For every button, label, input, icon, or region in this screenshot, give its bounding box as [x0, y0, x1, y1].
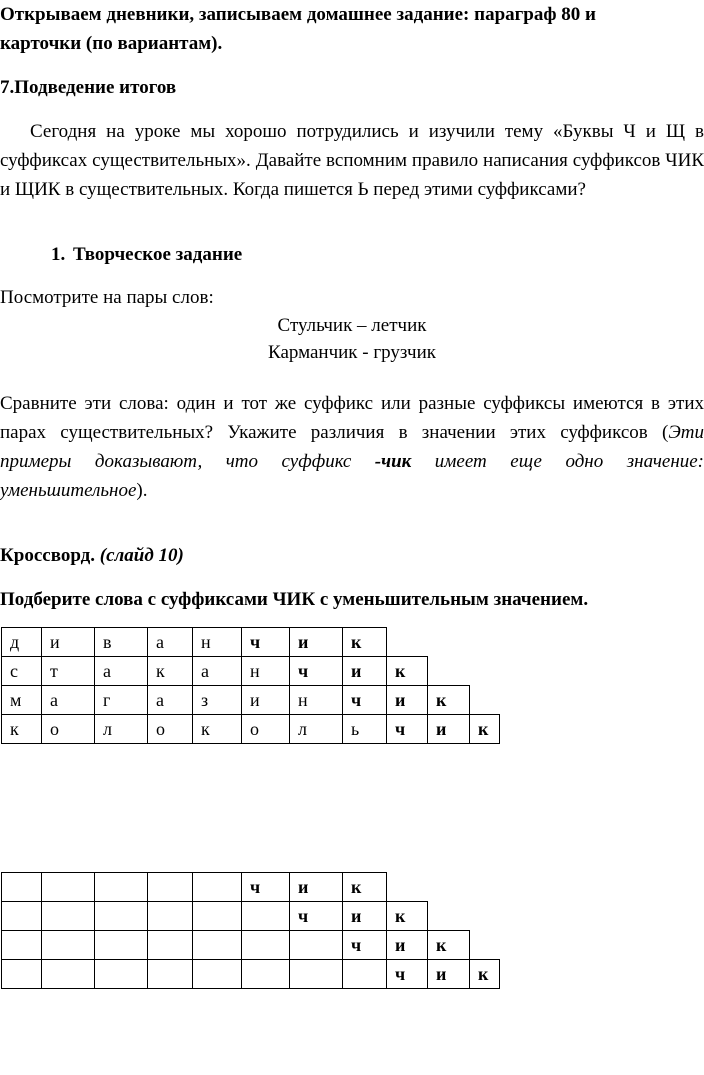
crossword-cell: з: [193, 686, 242, 715]
crossword-cell: в: [95, 628, 148, 657]
crossword-cell: [290, 960, 343, 989]
crossword-cell: и: [387, 931, 428, 960]
crossword-cell: ч: [290, 902, 343, 931]
crossword-cell: о: [42, 715, 95, 744]
crossword-row: [2, 902, 500, 931]
crossword-cell: ч: [343, 686, 387, 715]
crossword-cell: [95, 902, 148, 931]
suffix-chik: -чик: [374, 451, 412, 472]
crossword-filled: [1, 627, 500, 744]
crossword-cell: [242, 931, 290, 960]
crossword-empty-space: [387, 628, 428, 657]
crossword-cell: а: [95, 657, 148, 686]
crossword-cell: [193, 960, 242, 989]
homework-line-2: карточки (по вариантам).: [0, 33, 223, 54]
creative-task-title: Творческое задание: [73, 244, 243, 265]
crossword-cell: к: [387, 902, 428, 931]
crossword-cell: и: [343, 902, 387, 931]
crossword-row: [2, 686, 500, 715]
crossword-cell: [2, 873, 42, 902]
crossword-blank: [1, 872, 500, 989]
crossword-cell: ч: [242, 873, 290, 902]
crossword-empty-space: [470, 902, 500, 931]
crossword-row: [2, 657, 500, 686]
crossword-cell: н: [290, 686, 343, 715]
crossword-cell: к: [470, 715, 500, 744]
crossword-task: Подберите слова с суффиксами ЧИК с уменьшительным значением.: [0, 589, 589, 610]
crossword-cell: и: [428, 715, 470, 744]
crossword-cell: м: [2, 686, 42, 715]
crossword-cell: к: [428, 686, 470, 715]
crossword-cell: т: [42, 657, 95, 686]
crossword-label: Кроссворд.: [0, 545, 96, 566]
crossword-cell: г: [95, 686, 148, 715]
crossword-empty-space: [470, 686, 500, 715]
word-pair-1: Стульчик – летчик: [277, 315, 427, 336]
crossword-cell: [193, 902, 242, 931]
crossword-cell: к: [148, 657, 193, 686]
crossword-cell: и: [290, 873, 343, 902]
crossword-cell: ь: [343, 715, 387, 744]
crossword-cell: [95, 931, 148, 960]
crossword-row: [2, 931, 500, 960]
compare-italic-before: Эти примеры доказывают, что суффикс: [0, 422, 704, 472]
creative-task-number: 1.: [51, 244, 66, 265]
word-pair-2: Карманчик - грузчик: [268, 342, 436, 363]
crossword-cell: и: [290, 628, 343, 657]
crossword-cell: и: [387, 686, 428, 715]
crossword-empty-space: [428, 628, 470, 657]
crossword-cell: а: [148, 686, 193, 715]
compare-paragraph: [0, 389, 704, 505]
creative-task-heading: [0, 240, 704, 269]
crossword-cell: [290, 931, 343, 960]
compare-italic-after: имеет еще одно значение: уменьшительное: [0, 451, 704, 501]
crossword-cell: и: [343, 657, 387, 686]
crossword-cell: [42, 931, 95, 960]
crossword-cell: л: [95, 715, 148, 744]
crossword-cell: к: [428, 931, 470, 960]
crossword-cell: ч: [387, 715, 428, 744]
crossword-cell: о: [242, 715, 290, 744]
crossword-cell: ч: [242, 628, 290, 657]
slide-reference: (слайд 10): [99, 545, 184, 566]
crossword-cell: к: [193, 715, 242, 744]
crossword-empty-space: [428, 873, 470, 902]
crossword-cell: к: [470, 960, 500, 989]
crossword-heading: [0, 541, 704, 570]
crossword-cell: а: [42, 686, 95, 715]
crossword-cell: н: [242, 657, 290, 686]
crossword-cell: д: [2, 628, 42, 657]
crossword-cell: [2, 960, 42, 989]
crossword-cell: [343, 960, 387, 989]
crossword-cell: ч: [343, 931, 387, 960]
crossword-cell: а: [148, 628, 193, 657]
crossword-cell: [2, 931, 42, 960]
crossword-empty-space: [470, 657, 500, 686]
crossword-cell: [95, 960, 148, 989]
crossword-cell: и: [42, 628, 95, 657]
summary-paragraph: Сегодня на уроке мы хорошо потрудились и изучили тему «Буквы Ч и Щ в суффиксах существительных». Давайте вспомним правило написания суффиксов ЧИК и ЩИК в существительных. Когда пишется Ь перед этими суффиксами?: [0, 121, 704, 200]
crossword-cell: к: [387, 657, 428, 686]
crossword-row: [2, 960, 500, 989]
crossword-empty-space: [428, 902, 470, 931]
crossword-cell: [42, 873, 95, 902]
crossword-cell: [42, 902, 95, 931]
crossword-empty-space: [470, 873, 500, 902]
compare-question: Сравните эти слова: один и тот же суффикс или разные суффиксы имеются в этих парах существительных? Укажите различия в значении этих суффиксов (: [0, 393, 704, 443]
crossword-cell: [2, 902, 42, 931]
look-prompt: Посмотрите на пары слов:: [0, 287, 214, 308]
crossword-cell: к: [2, 715, 42, 744]
crossword-cell: к: [343, 628, 387, 657]
crossword-cell: ч: [290, 657, 343, 686]
crossword-empty-space: [428, 657, 470, 686]
crossword-row: [2, 715, 500, 744]
crossword-cell: л: [290, 715, 343, 744]
crossword-row: [2, 873, 500, 902]
compare-closing: ).: [136, 480, 148, 501]
crossword-cell: [148, 960, 193, 989]
crossword-row: [2, 628, 500, 657]
crossword-empty-space: [470, 931, 500, 960]
crossword-cell: с: [2, 657, 42, 686]
section-7-title: 7.Подведение итогов: [0, 77, 177, 98]
crossword-cell: [193, 873, 242, 902]
crossword-cell: о: [148, 715, 193, 744]
crossword-cell: и: [242, 686, 290, 715]
crossword-cell: [148, 873, 193, 902]
crossword-cell: а: [193, 657, 242, 686]
crossword-cell: [148, 931, 193, 960]
crossword-cell: и: [428, 960, 470, 989]
crossword-cell: к: [343, 873, 387, 902]
crossword-cell: [42, 960, 95, 989]
crossword-cell: [242, 960, 290, 989]
crossword-cell: [95, 873, 148, 902]
crossword-cell: ч: [387, 960, 428, 989]
crossword-cell: [242, 902, 290, 931]
crossword-cell: [148, 902, 193, 931]
crossword-cell: [193, 931, 242, 960]
crossword-empty-space: [387, 873, 428, 902]
crossword-cell: н: [193, 628, 242, 657]
homework-instruction: [0, 0, 704, 58]
homework-line-1: Открываем дневники, записываем домашнее задание: параграф 80 и: [0, 4, 596, 25]
crossword-empty-space: [470, 628, 500, 657]
